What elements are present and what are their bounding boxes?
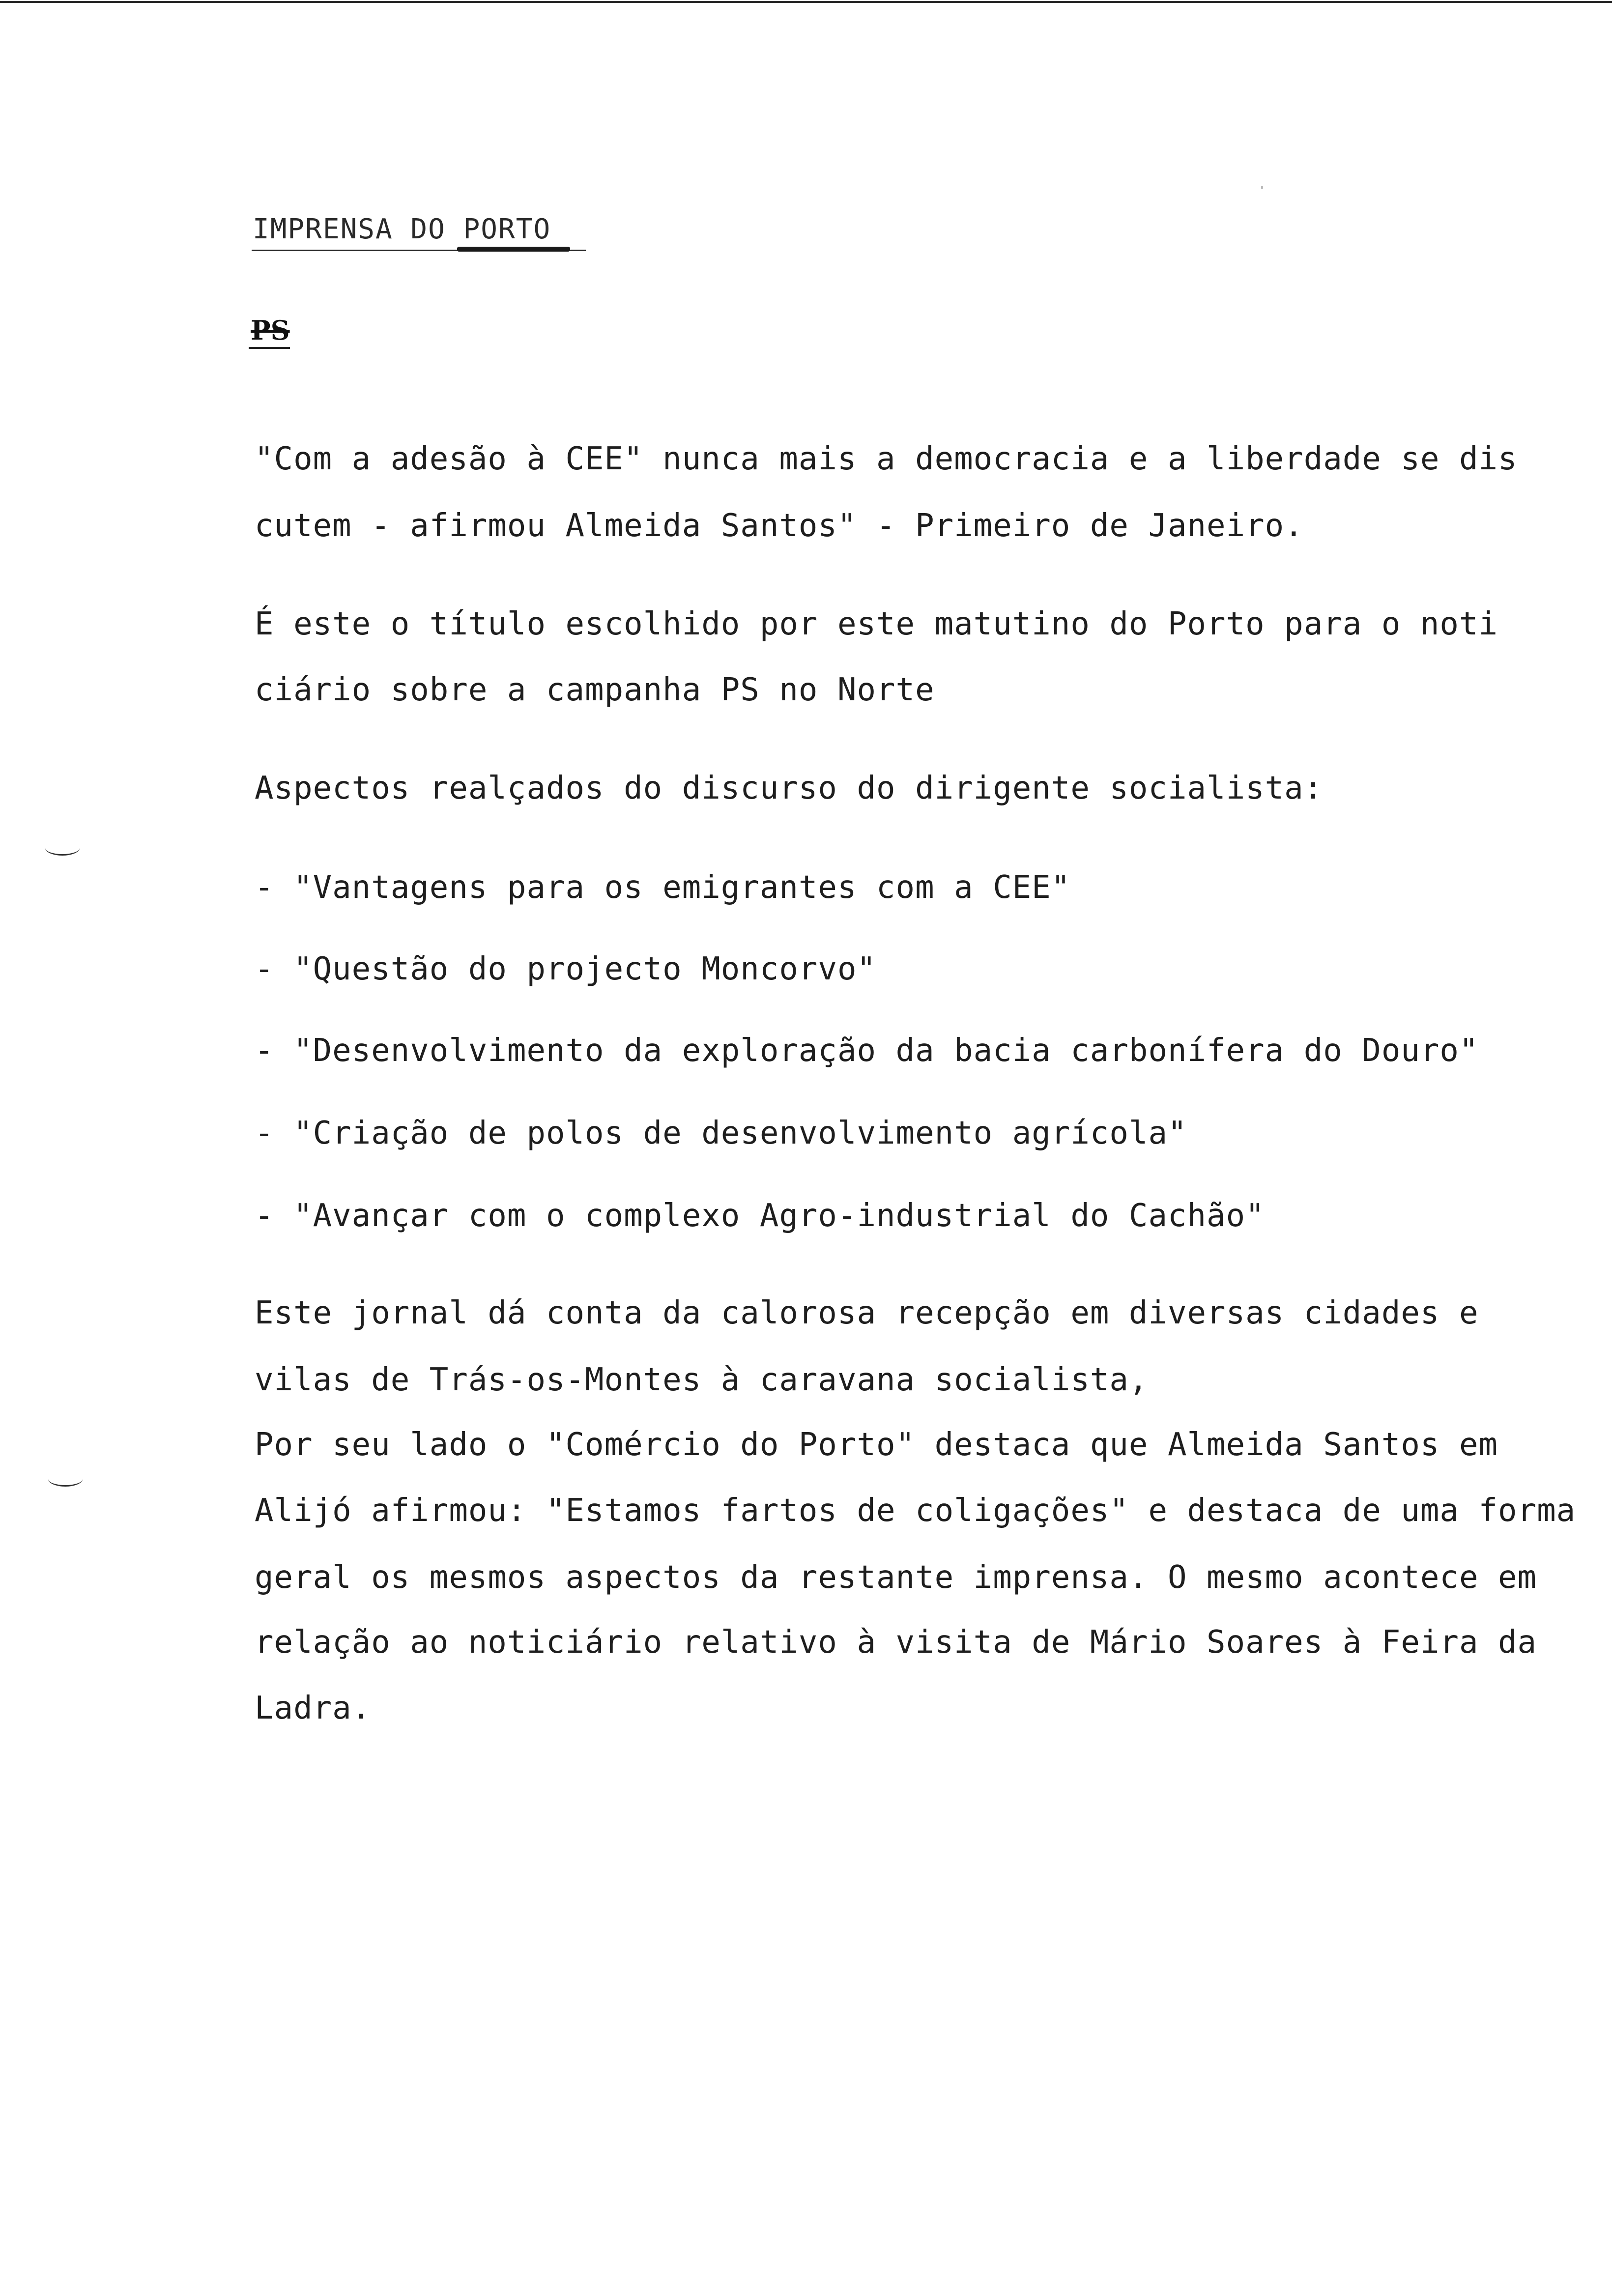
text-line: É este o título escolhido por este matutino do Porto para o noti [255,606,1498,642]
list-item: - "Avançar com o complexo Agro-industrial do Cachão" [255,1198,1265,1234]
text-line: ciário sobre a campanha PS no Norte [255,672,935,708]
list-item: - "Questão do projecto Moncorvo" [255,951,876,987]
text-line: relação ao noticiário relativo à visita de Mário Soares à Feira da [255,1624,1537,1661]
text-line: geral os mesmos aspectos da restante imprensa. O mesmo acontece em [255,1559,1537,1596]
list-item: - "Desenvolvimento da exploração da bacia carbonífera do Douro" [255,1033,1479,1069]
section-heading: IMPRENSA DO PORTO [253,213,551,245]
text-line: Por seu lado o "Comércio do Porto" destaca que Almeida Santos em [255,1427,1498,1463]
text-line: vilas de Trás-os-Montes à caravana socialista, [255,1362,1149,1398]
list-item: - "Criação de polos de desenvolvimento agrícola" [255,1115,1187,1151]
list-item: - "Vantagens para os emigrantes com a CEE" [255,869,1071,906]
party-mark: PS [251,315,290,346]
margin-mark [45,841,80,856]
heading-ink-blot [457,247,570,252]
margin-mark [48,1472,83,1487]
text-line: Alijó afirmou: "Estamos fartos de coligações" e destaca de uma forma [255,1492,1576,1529]
text-line: Este jornal dá conta da calorosa recepção em diversas cidades e [255,1295,1479,1331]
text-line: Aspectos realçados do discurso do dirigente socialista: [255,770,1324,806]
text-line: "Com a adesão à CEE" nunca mais a democracia e a liberdade se dis [255,441,1518,477]
text-line: cutem - afirmou Almeida Santos" - Primeiro de Janeiro. [255,508,1304,544]
top-border-line [0,1,1612,3]
paper-speck [1261,186,1263,189]
text-line: Ladra. [255,1690,372,1726]
